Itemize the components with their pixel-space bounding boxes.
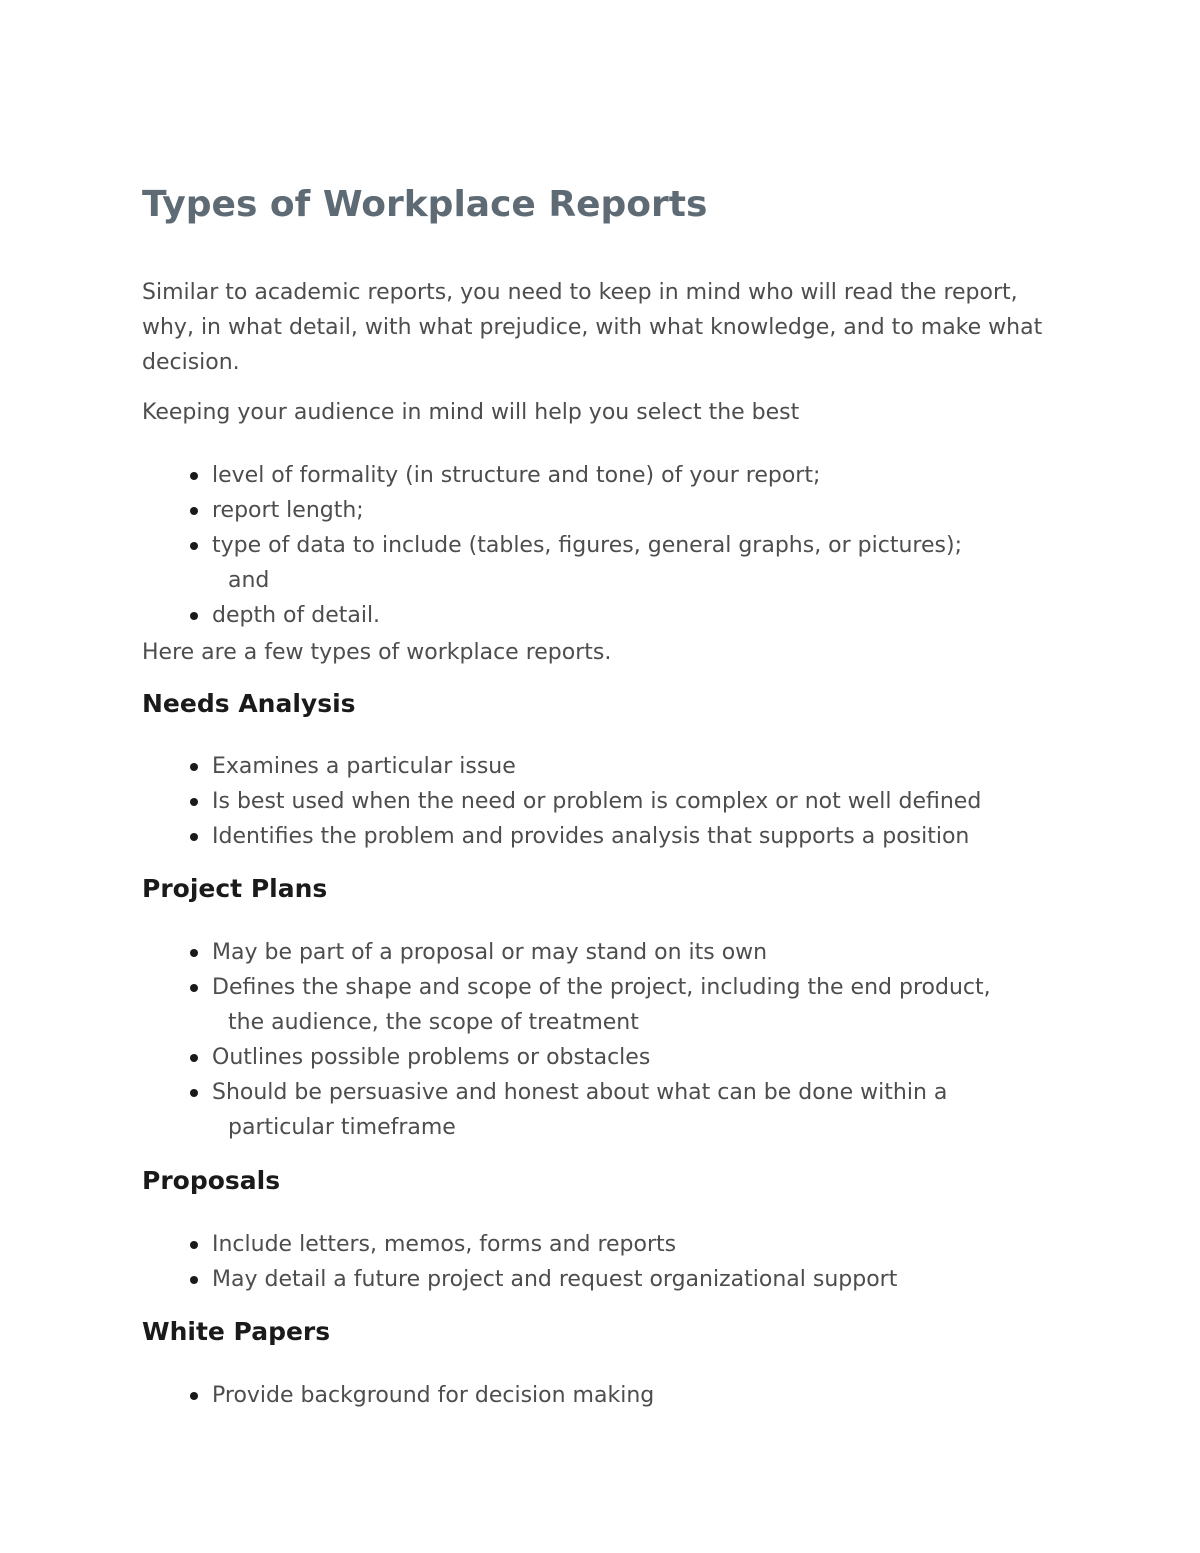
list-item-text: Outlines possible problems or obstacles: [212, 1045, 651, 1070]
page-title: Types of Workplace Reports: [142, 184, 708, 225]
list-item: [142, 819, 1072, 854]
list-item-text: Identifies the problem and provides analysis that supports a position: [212, 824, 970, 849]
white-papers-list: [142, 1378, 1072, 1413]
list-item: [142, 1075, 1072, 1145]
list-item-text: Should be persuasive and honest about what can be done within a: [212, 1080, 948, 1105]
list-item: [142, 458, 1072, 493]
closing-paragraph: Here are a few types of workplace reports.: [142, 640, 612, 665]
list-item-text: Examines a particular issue: [212, 754, 516, 779]
list-item: [142, 970, 1072, 1040]
list-item: [142, 1262, 1072, 1297]
list-item: [142, 935, 1072, 970]
list-item-text: report length;: [212, 498, 364, 523]
list-item-text: level of formality (in structure and tone) of your report;: [212, 463, 821, 488]
bullet-icon: [190, 542, 198, 550]
bullet-icon: [190, 763, 198, 771]
list-item-text: May be part of a proposal or may stand on its own: [212, 940, 768, 965]
bullet-icon: [190, 1241, 198, 1249]
project-plans-list: [142, 935, 1072, 1145]
audience-paragraph: Keeping your audience in mind will help you select the best: [142, 400, 800, 425]
list-item-text: Provide background for decision making: [212, 1383, 655, 1408]
bullet-icon: [190, 472, 198, 480]
needs-analysis-list: [142, 749, 1072, 854]
bullet-icon: [190, 1276, 198, 1284]
list-item-text: Include letters, memos, forms and reports: [212, 1232, 677, 1257]
list-item-text: May detail a future project and request organizational support: [212, 1267, 898, 1292]
bullet-icon: [190, 507, 198, 515]
list-item: [142, 749, 1072, 784]
bullet-icon: [190, 1392, 198, 1400]
list-item-text: depth of detail.: [212, 603, 381, 628]
list-item: [142, 598, 1072, 633]
proposals-list: [142, 1227, 1072, 1297]
section-heading-project-plans: Project Plans: [142, 874, 328, 903]
list-item-text-continued: and: [228, 568, 270, 593]
section-heading-white-papers: White Papers: [142, 1317, 331, 1346]
list-item-text-continued: particular timeframe: [228, 1115, 456, 1140]
bullet-icon: [190, 833, 198, 841]
bullet-icon: [190, 612, 198, 620]
list-item: [142, 493, 1072, 528]
list-item-text: type of data to include (tables, figures, general graphs, or pictures);: [212, 533, 962, 558]
list-item-text: Is best used when the need or problem is complex or not well defined: [212, 789, 982, 814]
list-item: [142, 1378, 1072, 1413]
intro-paragraph: Similar to academic reports, you need to keep in mind who will read the report, why, in what detail, with what prejudice, with what knowledge, and to make what decision.: [142, 280, 1043, 375]
list-item-text: Defines the shape and scope of the project, including the end product,: [212, 975, 991, 1000]
bullet-icon: [190, 1089, 198, 1097]
bullet-icon: [190, 949, 198, 957]
section-heading-needs-analysis: Needs Analysis: [142, 689, 356, 718]
section-heading-proposals: Proposals: [142, 1166, 281, 1195]
list-item: [142, 1040, 1072, 1075]
list-item: [142, 528, 1072, 598]
bullet-icon: [190, 798, 198, 806]
bullet-icon: [190, 1054, 198, 1062]
list-item: [142, 1227, 1072, 1262]
list-item-text-continued: the audience, the scope of treatment: [228, 1010, 639, 1035]
bullet-icon: [190, 984, 198, 992]
list-item: [142, 784, 1072, 819]
audience-list: [142, 458, 1072, 633]
